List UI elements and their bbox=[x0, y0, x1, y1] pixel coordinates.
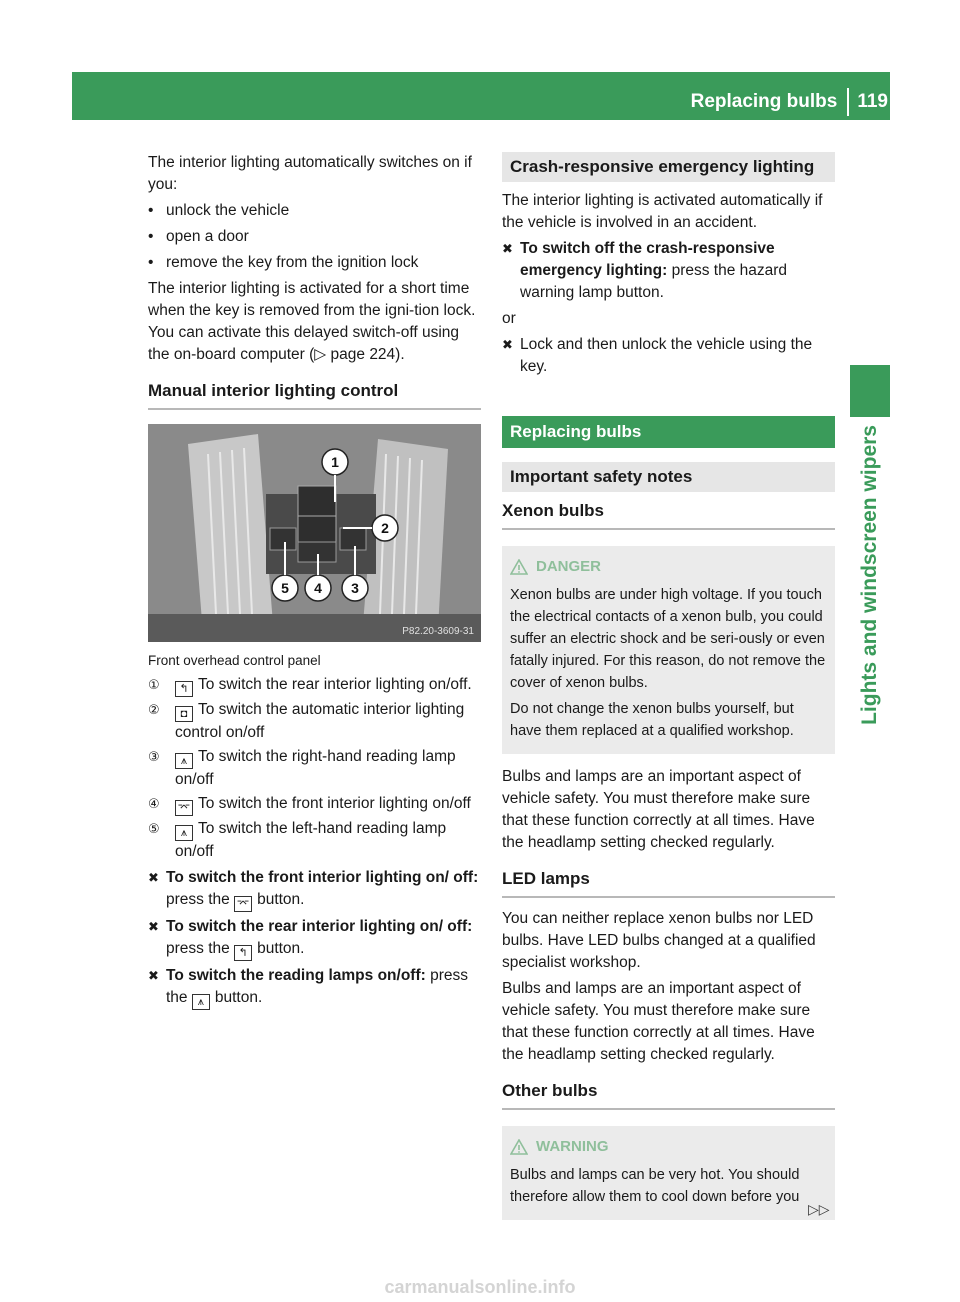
left-column bbox=[148, 152, 481, 1014]
list-item: ⑤ ⩚ To switch the left-hand reading lamp on/off bbox=[148, 820, 447, 860]
warning-title: WARNING bbox=[510, 1136, 827, 1158]
delay-text: The interior lighting is activated for a short time when the key is removed from the igni-tion lock. You can activate this delayed switch-off using the on-board computer (▷ page 224). bbox=[148, 280, 476, 363]
header-separator bbox=[847, 88, 849, 116]
step-arrow-icon: ✖ bbox=[148, 919, 159, 934]
front-light-icon: ⌤ bbox=[175, 800, 193, 816]
reading-lamp-icon: ⩚ bbox=[192, 994, 210, 1010]
rear-light-icon: ↰ bbox=[175, 681, 193, 697]
list-item: ② ◘ To switch the automatic interior lighting control on/off bbox=[148, 701, 465, 741]
step-arrow-icon: ✖ bbox=[148, 870, 159, 885]
instruction-step: ✖ Lock and then unlock the vehicle using the key. bbox=[502, 334, 835, 378]
warning-triangle-icon bbox=[510, 1139, 528, 1155]
warning-triangle-icon bbox=[510, 559, 528, 575]
step-arrow-icon: ✖ bbox=[148, 968, 159, 983]
danger-text: Do not change the xenon bulbs yourself, but have them replaced at a qualified workshop. bbox=[510, 701, 794, 739]
instruction-step: ✖ To switch the reading lamps on/off: press the ⩚ button. bbox=[148, 967, 468, 1008]
led-text: Bulbs and lamps are an important aspect of vehicle safety. You must therefore make sure that these function correctly at all times. Have the headlamp setting checked regularly. bbox=[502, 980, 815, 1063]
list-item: • open a door bbox=[148, 228, 249, 245]
crash-text: The interior lighting is activated automatically if the vehicle is involved in an accident. bbox=[502, 192, 823, 231]
auto-light-off-icon: ◘ bbox=[175, 706, 193, 722]
continue-marker: ▷▷ bbox=[808, 1201, 830, 1217]
page-number: 119 bbox=[857, 91, 888, 112]
list-item: ③ ⩚ To switch the right-hand reading lamp on/off bbox=[148, 748, 456, 788]
list-item: ④ ⌤ To switch the front interior lighting on/off bbox=[148, 795, 471, 814]
led-heading: LED lamps bbox=[502, 868, 835, 898]
intro-text: The interior lighting automatically switches on if you: bbox=[148, 154, 472, 193]
instruction-step: ✖ To switch the rear interior lighting on/ off: press the ↰ button. bbox=[148, 918, 473, 959]
front-light-icon: ⌤ bbox=[234, 896, 252, 912]
svg-text:2: 2 bbox=[381, 520, 389, 536]
safety-heading: Important safety notes bbox=[502, 462, 835, 492]
header-title: Replacing bulbs bbox=[690, 91, 838, 112]
photo-caption: Front overhead control panel bbox=[148, 653, 321, 668]
page-reference[interactable]: (▷ page 224). bbox=[309, 346, 405, 363]
other-bulbs-heading: Other bulbs bbox=[502, 1080, 835, 1110]
or-text: or bbox=[502, 310, 516, 327]
manual-lighting-heading: Manual interior lighting control bbox=[148, 380, 481, 410]
danger-text: Xenon bulbs are under high voltage. If you touch the electrical contacts of a xenon bulb, you could suffer an electric shock and be seri-ously or even fatally injured. For this reason, do not remove the cover of xenon bulbs. bbox=[510, 587, 826, 691]
rear-light-icon: ↰ bbox=[234, 945, 252, 961]
crash-lighting-heading: Crash-responsive emergency lighting bbox=[502, 152, 835, 182]
side-tab-label: Lights and windscreen wipers bbox=[858, 425, 881, 725]
instruction-step: ✖ To switch the front interior lighting on/ off: press the ⌤ button. bbox=[148, 869, 479, 910]
reading-lamp-icon: ⩚ bbox=[175, 825, 193, 841]
danger-title: DANGER bbox=[510, 556, 827, 578]
list-item: ① ↰ To switch the rear interior lighting on/off. bbox=[148, 676, 472, 695]
danger-box bbox=[502, 546, 835, 754]
svg-text:1: 1 bbox=[331, 454, 339, 470]
warning-text: Bulbs and lamps can be very hot. You should therefore allow them to cool down before you bbox=[510, 1167, 800, 1205]
photo-code: P82.20-3609-31 bbox=[402, 626, 474, 637]
svg-text:5: 5 bbox=[281, 580, 289, 596]
step-arrow-icon: ✖ bbox=[502, 241, 513, 256]
reading-lamp-icon: ⩚ bbox=[175, 753, 193, 769]
svg-text:4: 4 bbox=[314, 580, 322, 596]
side-tab-marker bbox=[850, 365, 890, 417]
overhead-panel-photo bbox=[148, 424, 481, 642]
watermark: carmanualsonline.info bbox=[384, 1277, 576, 1297]
safety-text: Bulbs and lamps are an important aspect of vehicle safety. You must therefore make sure that these function correctly at all times. Have the headlamp setting checked regularly. bbox=[502, 768, 815, 851]
page-header bbox=[691, 88, 888, 116]
list-item: • remove the key from the ignition lock bbox=[148, 254, 419, 271]
xenon-heading: Xenon bulbs bbox=[502, 500, 835, 530]
right-column bbox=[502, 152, 835, 1232]
led-text: You can neither replace xenon bulbs nor LED bulbs. Have LED bulbs changed at a qualified specialist workshop. bbox=[502, 910, 816, 971]
list-item: • unlock the vehicle bbox=[148, 202, 290, 219]
svg-text:3: 3 bbox=[351, 580, 359, 596]
instruction-step: ✖ To switch off the crash-responsive emergency lighting: press the hazard warning lamp button. bbox=[502, 238, 835, 304]
warning-box bbox=[502, 1126, 835, 1220]
section-heading: Replacing bulbs bbox=[502, 416, 835, 448]
step-arrow-icon: ✖ bbox=[502, 337, 513, 352]
